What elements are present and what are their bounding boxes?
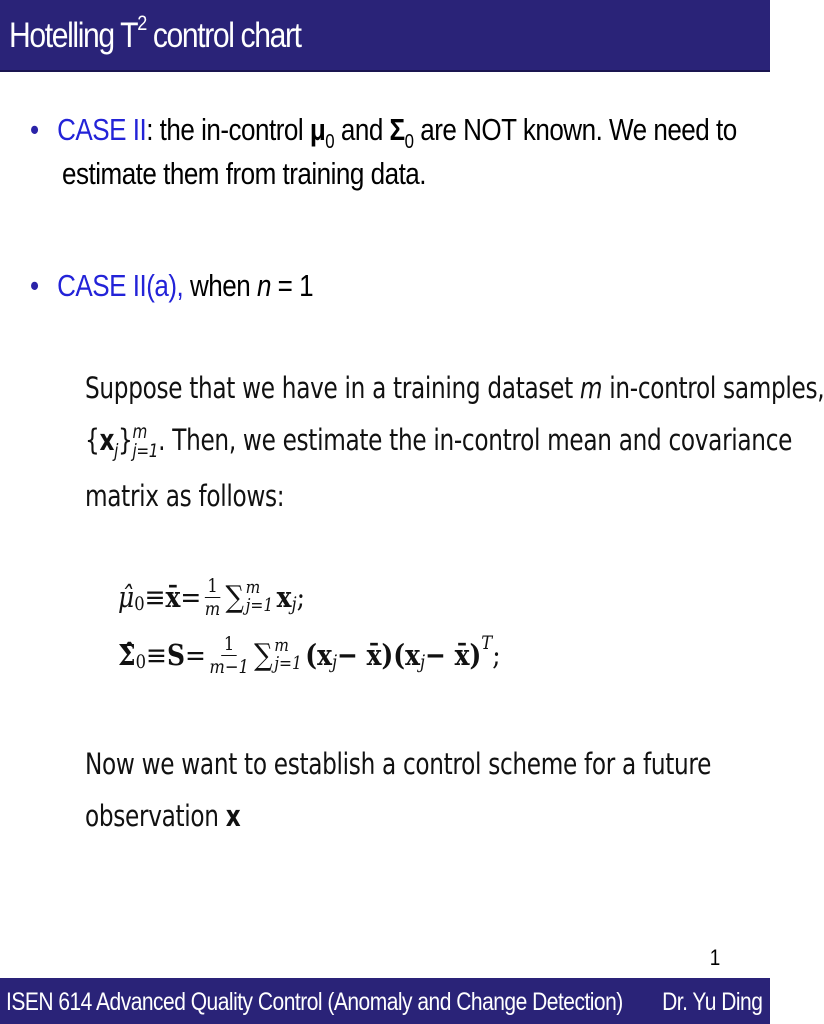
x-bar: x̄ xyxy=(165,580,181,614)
estimation-equations xyxy=(118,568,501,684)
fraction-1-over-m-1 xyxy=(209,633,249,678)
set-close: } xyxy=(118,423,133,457)
para1-line2-text: . Then, we estimate the in-control mean and covariance xyxy=(158,423,793,457)
fraction-1-over-m xyxy=(205,575,221,620)
sigma-hat-sub: 0 xyxy=(135,651,147,673)
slide-title xyxy=(9,12,301,56)
set-sup: m xyxy=(132,421,147,443)
frac-den: m−1 xyxy=(209,655,249,678)
cov-term-close: − x̄) xyxy=(425,638,482,672)
bullet2-text-b: = 1 xyxy=(270,268,314,303)
set-sub: j=1 xyxy=(132,440,159,462)
title-main: Hotelling T xyxy=(9,16,138,55)
cov-sub1: j xyxy=(331,651,338,673)
observation-x: x xyxy=(225,799,241,833)
bullet-dot: • xyxy=(30,112,39,147)
eq1-end: ; xyxy=(296,580,306,614)
equals-sign: = xyxy=(180,580,202,614)
para1-line1 xyxy=(85,362,824,414)
set-limits xyxy=(132,423,158,461)
case-ii-label: CASE II xyxy=(57,112,147,147)
sum-limits xyxy=(246,579,274,615)
para1-line3: matrix as follows: xyxy=(85,479,285,513)
bullet1-text-b: and xyxy=(334,112,390,147)
cov-sub2: j xyxy=(419,651,426,673)
bullet1-text-a: : the in-control xyxy=(146,112,310,147)
training-paragraph xyxy=(85,362,824,522)
para1-line1-b: in-control samples, xyxy=(602,371,824,405)
set-x: x xyxy=(99,423,115,457)
n-variable: n xyxy=(256,268,271,303)
sum-sub: j=1 xyxy=(274,653,302,674)
x-term-sub: j xyxy=(291,593,297,615)
sum-sup: m xyxy=(274,635,289,656)
mu-hat-sub: 0 xyxy=(134,593,145,615)
future-observation-paragraph xyxy=(85,738,711,842)
para1-line1-a: Suppose that we have in a training dataset xyxy=(85,371,580,405)
mean-equation xyxy=(118,568,501,626)
set-j: j xyxy=(114,440,119,462)
para1-m: m xyxy=(579,371,603,405)
x-term: x xyxy=(276,580,292,614)
equals-sign: = xyxy=(184,638,206,672)
eq2-end: ; xyxy=(492,638,501,672)
mu-subscript: 0 xyxy=(325,131,335,153)
s-matrix: S xyxy=(166,638,185,672)
sum-symbol: ∑ xyxy=(225,579,244,615)
para2-line2-a: observation xyxy=(85,799,226,833)
equiv-sign: ≡ xyxy=(144,580,166,614)
bullet-dot: • xyxy=(30,268,39,303)
frac-num: 1 xyxy=(205,575,221,598)
frac-num: 1 xyxy=(221,633,237,656)
bullet-case-iia xyxy=(30,266,313,306)
set-open: { xyxy=(85,423,100,457)
transpose-sup: T xyxy=(481,632,493,654)
para2-line1: Now we want to establish a control scheme for a future xyxy=(85,747,712,781)
mu-hat: μ̂ xyxy=(118,580,135,614)
cov-term-open: (x xyxy=(305,638,332,672)
bullet1-text-c: are NOT known. We need to xyxy=(413,112,737,147)
bullet-case-ii-line2: estimate them from training data. xyxy=(62,156,427,191)
case-iia-label: CASE II(a), xyxy=(57,268,184,303)
bullet2-text-a: when xyxy=(183,268,257,303)
equiv-sign: ≡ xyxy=(146,638,167,672)
footer-course-title: ISEN 614 Advanced Quality Control (Anomaly and Change Detection) xyxy=(6,988,623,1016)
footer-author: Dr. Yu Ding xyxy=(661,988,762,1016)
sum-sub: j=1 xyxy=(245,595,274,616)
para1-line2 xyxy=(85,414,824,470)
bullet-case-ii xyxy=(30,110,737,154)
sum-symbol: ∑ xyxy=(254,637,273,673)
sum-limits xyxy=(274,637,302,673)
title-superscript: 2 xyxy=(137,12,146,35)
sum-sup: m xyxy=(245,577,261,598)
covariance-equation xyxy=(118,626,501,684)
title-suffix: control chart xyxy=(145,16,301,55)
para2-line2 xyxy=(85,790,711,842)
sigma-hat: Σ̂ xyxy=(118,638,136,672)
page-number: 1 xyxy=(709,945,720,970)
mu-symbol: μ xyxy=(309,112,326,147)
cov-term-mid: − x̄)(x xyxy=(337,638,420,672)
sigma-symbol: Σ xyxy=(389,112,405,147)
frac-den: m xyxy=(204,597,221,620)
sigma-subscript: 0 xyxy=(404,131,414,153)
